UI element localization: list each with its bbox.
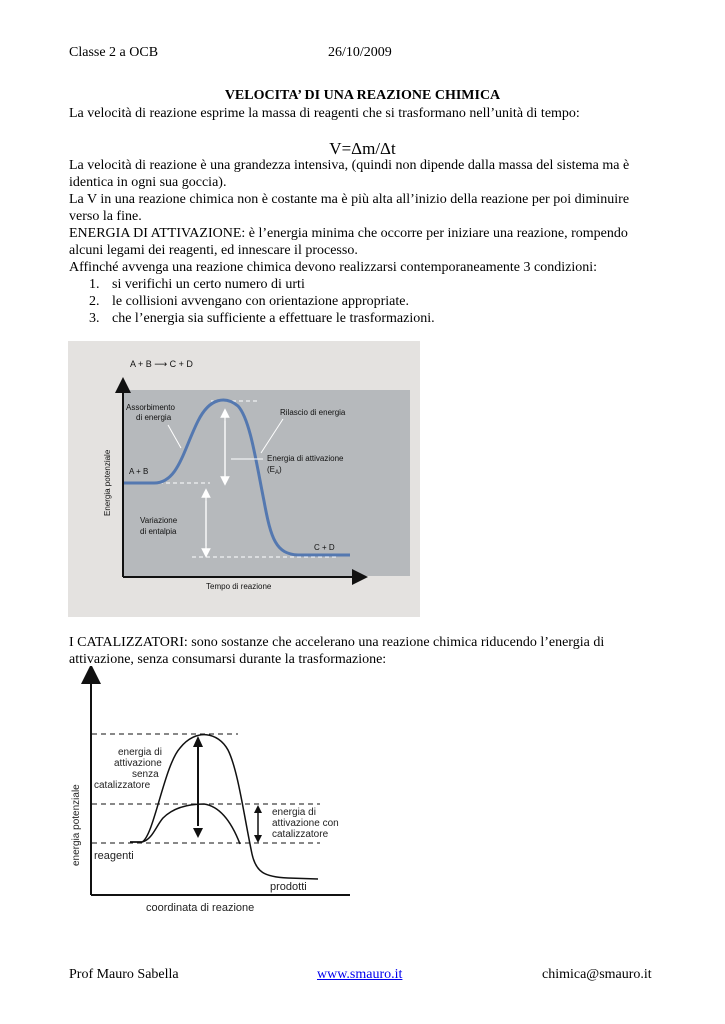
uncatalyzed-label-1: energia di [118,747,162,758]
paragraph-conditions-intro: Affinché avvenga una reazione chimica devono realizzarsi contemporaneamente 3 condizioni: [69,260,598,275]
energy-diagram [68,341,420,617]
catalyzed-label-1: energia di [272,807,316,818]
conditions-list [69,276,629,327]
uncatalyzed-label-4: catalizzatore [94,780,151,791]
absorption-label-2: di energia [136,413,172,422]
release-label: Rilascio di energia [280,408,346,417]
uncatalyzed-label-2: attivazione [114,758,162,769]
list-item: 3. che l’energia sia sufficiente a effettuare le trasformazioni. [89,311,435,326]
rate-formula: V=Δm/Δt [329,139,396,158]
absorption-label-1: Assorbimento [126,403,175,412]
footer-author: Prof Mauro Sabella [69,967,179,982]
page-title: VELOCITA’ DI UNA REAZIONE CHIMICA [224,88,501,103]
x-axis-label: Tempo di reazione [206,582,272,591]
catalysts-paragraph: I CATALIZZATORI: sono sostanze che accelerano una reazione chimica riducendo l’energia di attivazione, senza consumarsi durante la trasformazione: [69,635,605,667]
paragraph-velocity-change: La V in una reazione chimica non è costante ma è più alta all’inizio della reazione per poi diminuire verso la fine. [69,192,630,224]
x-axis-label: coordinata di reazione [146,902,255,914]
reactants-label: A + B [129,467,149,476]
list-item: 2. le collisioni avvengano con orientazione appropriate. [89,294,410,309]
uncatalyzed-label-3: senza [132,769,159,780]
catalyzed-label-3: catalizzatore [272,829,329,840]
footer-website-link[interactable]: www.smauro.it [317,967,403,982]
paragraph-intensive: La velocità di reazione è una grandezza intensiva, (quindi non dipende dalla massa del sistema ma è identica in ogni sua goccia). [69,158,630,190]
enthalpy-label-2: di entalpia [140,527,177,536]
list-item: 1. si verifichi un certo numero di urti [89,277,305,292]
y-axis-label: energia potenziale [71,784,82,866]
enthalpy-label-1: Variazione [140,516,178,525]
intro-paragraph: La velocità di reazione esprime la massa di reagenti che si trasformano nell’unità di tempo: [69,106,580,121]
activation-label: Energia di attivazione [267,454,344,463]
equation-label: A + B ⟶ C + D [130,359,193,369]
header-date: 26/10/2009 [328,45,392,60]
products-label: C + D [314,543,335,552]
activation-symbol: $(E_A)$ [267,465,282,476]
y-axis-label: Energia potenziale [103,449,112,516]
footer-email: chimica@smauro.it [542,967,652,982]
products-label: prodotti [270,881,307,893]
catalyzed-label-2: attivazione con [272,818,339,829]
header-class: Classe 2 a OCB [69,45,159,60]
reactants-label: reagenti [94,850,134,862]
paragraph-activation-energy: ENERGIA DI ATTIVAZIONE: è l’energia minima che occorre per iniziare una reazione, rompendo alcuni legami dei reagenti, ed innescare il processo. [69,226,628,258]
catalyst-diagram [68,666,358,920]
